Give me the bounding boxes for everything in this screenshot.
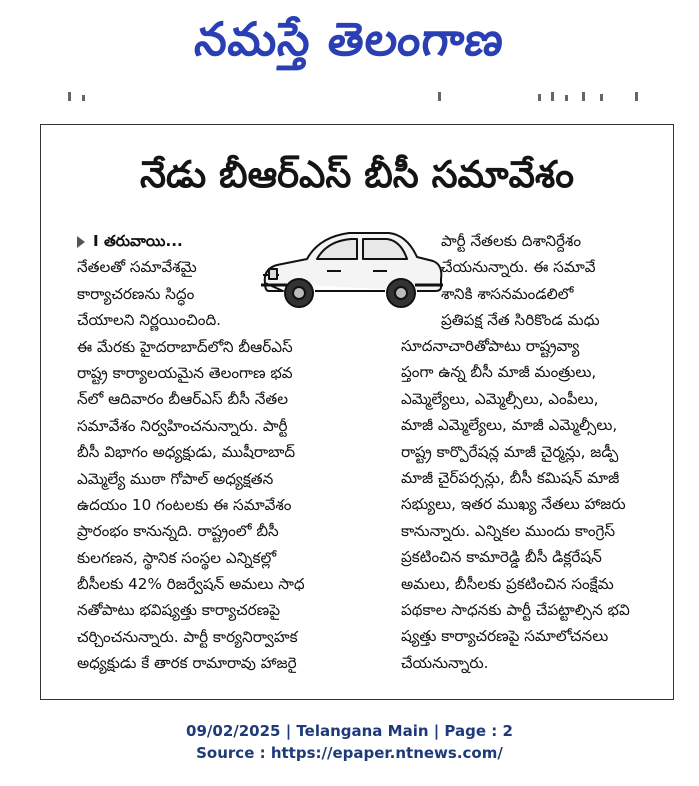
text-line: ష్యత్తు కార్యాచరణపై సమాలోచనలు [401,627,609,646]
text-line: ఈ మేరకు హైదరాబాద్‌లోని బీఆర్‌ఎస్‌ [77,337,293,356]
footer [0,720,699,764]
continuation-kicker: I తరువాయి... [77,228,377,254]
text-line: అధ్యక్షుడు కే తారక రామారావు హాజరై [77,654,297,673]
text-line: చేయనున్నారు. [401,653,489,672]
article-headline: నేడు బీఆర్‌ఎస్‌ బీసీ సమావేశం [140,153,574,196]
text-line: ఉదయం 10 గంటలకు ఈ సమావేశం [77,495,292,514]
text-line: అమలు, బీసీలకు ప్రకటించిన సంక్షేమ [401,574,614,593]
arrow-icon [77,236,85,248]
text-line: సమావేశం నిర్వహించనున్నారు. పార్టీ [77,416,288,435]
cropped-text-strip [60,92,660,104]
text-line: ప్రతిపక్ష నేత సిరికొండ మధు [441,311,600,330]
text-line: పార్టీ నేతలకు దిశానిర్దేశం [441,232,582,250]
right-column-top [441,228,637,334]
text-line: చేయనున్నారు. ఈ సమావే [441,258,596,277]
date-edition-page: 09/02/2025 | Telangana Main | Page : 2 [186,722,513,740]
car-illustration [257,221,447,317]
masthead [0,0,699,78]
text-line: బీసీ విభాగం అధ్యక్షుడు, ముషీరాబాద్‌ [77,443,296,462]
text-line: ఎమ్మెల్యే ముఠా గోపాల్‌ అధ్యక్షతన [77,469,274,488]
text-line: సభ్యులు, ఇతర ముఖ్య నేతలు హాజరు [401,495,626,514]
right-column [401,333,637,676]
text-line: మాజీ ఎమ్మెల్యేలు, మాజీ ఎమ్మెల్సీలు, [401,416,618,435]
text-line: నేతలతో సమావేశమై [77,258,197,277]
text-line: ఎమ్మెల్యేలు, ఎమ్మెల్సీలు, ఎంపీలు, [401,389,599,408]
source-url: Source : https://epaper.ntnews.com/ [196,744,503,762]
text-line: శానికి శాసనమండలిలో [441,284,574,303]
text-line: చర్చించనున్నారు. పార్టీ కార్యనిర్వాహక [77,627,298,646]
text-line: ప్తంగా ఉన్న బీసీ మాజీ మంత్రులు, [401,363,597,382]
text-line: కానున్నారు. ఎన్నికల ముందు కాంగ్రెస్‌ [401,521,616,540]
text-line: పథకాల సాధనకు పార్టీ చేపట్టాల్సిన భవి [401,600,630,619]
text-line: నతోపాటు భవిష్యత్తు కార్యాచరణపై [77,601,280,620]
text-line: కులగణన, స్థానిక సంస్థల ఎన్నికల్లో [77,548,277,567]
text-line: రాష్ట్ర కార్యాలయమైన తెలంగాణ భవ [77,363,293,382]
text-line: న్‌లో ఆదివారం బీఆర్‌ఎస్‌ బీసీ నేతల [77,390,288,409]
text-line: రాష్ట్ర కార్పొరేషన్ల మాజీ చైర్మన్లు, జడ్పీ [401,442,619,461]
text-line: మాజీ చైర్‌పర్సన్లు, బీసీ కమిషన్‌ మాజీ [401,468,620,487]
text-line: ప్రకటించిన కామారెడ్డి బీసీ డిక్లరేషన్‌ [401,548,602,567]
text-line: కార్యాచరణను సిద్ధం [77,284,195,303]
text-line: చేయాలని నిర్ణయించింది. [77,311,221,330]
news-clipping [40,124,674,700]
text-line: ప్రారంభం కానున్నది. రాష్ట్రంలో బీసీ [77,522,279,541]
text-line: బీసీలకు 42% రిజర్వేషన్‌ అమలు సాధ [77,575,305,594]
text-line: సూదనాచారితోపాటు రాష్ట్రవ్యా [401,337,580,355]
newspaper-logo: నమస్తే తెలంగాణ [191,12,508,66]
